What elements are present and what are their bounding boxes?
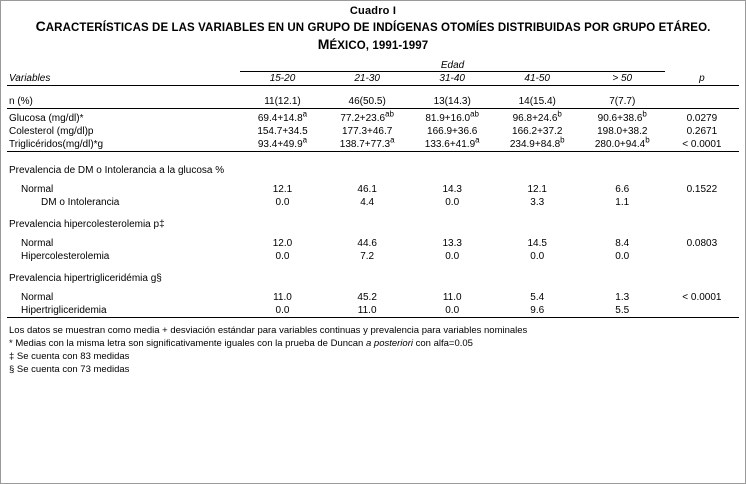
table-row (7, 250, 739, 263)
bottom-rule-line (7, 318, 739, 322)
row-value-0 (240, 218, 324, 231)
row-label: Glucosa (mg/dl)* (9, 113, 84, 125)
footnote-3: § Se cuenta con 73 medidas (9, 363, 130, 375)
row-value-4: 0.0 (615, 251, 630, 263)
row-p-value (665, 218, 739, 231)
row-label: Normal (21, 292, 54, 304)
row-label: Prevalencia hipertrigliceridémia g§ (9, 273, 162, 285)
edad-span-empty-right (665, 59, 739, 72)
row-value-1: 46.1 (357, 184, 377, 196)
row-value-4: 6.6 (615, 184, 630, 196)
row-p-value (665, 272, 739, 285)
row-p-value (665, 304, 739, 318)
footnote-1: * Medias con la misma letra son significativamente iguales con la prueba de Duncan a posteriori con alfa=0.05 (9, 337, 473, 349)
row-value-1 (325, 218, 410, 231)
footnotes-block (7, 325, 739, 376)
spacer-cell (7, 209, 739, 218)
row-value-2: 81.9+16.0$^{ab}$ (425, 109, 480, 125)
bottom-rule (7, 318, 739, 322)
row-value-3: 9.6 (530, 305, 545, 317)
row-value-3: 12.1 (527, 184, 547, 196)
row-value-2: 11.0 (442, 292, 462, 304)
table-title-line-2 (7, 36, 739, 54)
row-p-value: < 0.0001 (682, 292, 722, 304)
header-group-2: 31-40 (439, 73, 465, 85)
table-row (7, 237, 739, 250)
header-group-4: > 50 (612, 73, 633, 85)
row-label: Normal (21, 238, 54, 250)
row-value-1: 11.0 (357, 305, 377, 317)
row-value-3: 96.8+24.6$^b$ (512, 109, 562, 125)
header-variables: Variables (9, 73, 51, 85)
row-label: Hipercolesterolemia (21, 251, 110, 263)
row-value-2 (410, 164, 495, 177)
row-value-3: 14.5 (527, 238, 547, 250)
header-group-1: 21-30 (354, 73, 380, 85)
row-value-3: 5.4 (530, 292, 545, 304)
row-value-0 (240, 164, 324, 177)
title-text-1: ARACTERÍSTICAS DE LAS VARIABLES EN UN GRUPO DE INDÍGENAS OTOMÍES DISTRIBUIDAS POR GRUPO ETÁREO. (45, 21, 711, 34)
table-row (7, 95, 739, 109)
row-value-1: 177.3+46.7 (341, 126, 393, 138)
table-row (7, 112, 739, 125)
cuadro-number: Cuadro I (349, 5, 397, 17)
table-body (7, 59, 739, 95)
row-value-1: 4.4 (360, 197, 375, 209)
row-p-value: 0.1522 (686, 184, 718, 196)
row-p-value (665, 250, 739, 263)
row-p-value: 0.0279 (686, 113, 718, 125)
row-value-2: 133.6+41.9$^a$ (424, 135, 480, 151)
column-header-row (7, 72, 739, 86)
table-row (7, 138, 739, 152)
row-label: Hipertrigliceridemia (21, 305, 107, 317)
row-label: n (%) (9, 96, 33, 108)
row-value-4: 8.4 (615, 238, 630, 250)
table-title-line-1 (7, 18, 739, 36)
edad-group-header: Edad (240, 59, 664, 72)
title-initial-cap-1: C (35, 17, 46, 34)
row-value-0: 0.0 (275, 305, 290, 317)
footnote-2: ‡ Se cuenta con 83 medidas (9, 350, 130, 362)
row-value-0: 11.0 (273, 292, 292, 304)
row-value-4 (580, 218, 665, 231)
row-value-1: 7.2 (360, 251, 375, 263)
row-value-3: 0.0 (530, 251, 545, 263)
row-value-3: 234.9+84.8$^b$ (509, 135, 565, 151)
row-value-1: 45.2 (357, 292, 377, 304)
header-p-value: p (699, 73, 705, 85)
table-row (7, 196, 739, 209)
row-value-4: 90.6+38.6$^b$ (597, 109, 647, 125)
spacer-cell (7, 155, 739, 164)
row-label: DM o Intolerancia (41, 197, 120, 209)
row-value-2: 13.3 (442, 238, 462, 250)
section-spacer (7, 209, 739, 218)
section-spacer (7, 155, 739, 164)
spacer-cell (7, 263, 739, 272)
row-value-4: 7(7.7) (609, 96, 636, 108)
row-value-3 (495, 164, 580, 177)
section-header-row (7, 272, 739, 285)
table-row (7, 125, 739, 138)
row-value-2: 166.9+36.6 (427, 126, 478, 138)
section-header-row (7, 164, 739, 177)
header-group-3: 41-50 (524, 73, 550, 85)
row-value-2: 14.3 (442, 184, 462, 196)
row-value-3: 3.3 (530, 197, 545, 209)
row-value-2: 0.0 (445, 197, 460, 209)
row-value-0: 12.1 (272, 184, 293, 196)
row-p-value (665, 164, 739, 177)
edad-span-row (7, 59, 739, 72)
row-p-value (665, 196, 739, 209)
row-value-2: 0.0 (445, 305, 460, 317)
row-value-0: 11(12.1) (264, 96, 301, 108)
row-value-1: 138.7+77.3$^a$ (339, 135, 395, 151)
row-value-0: 154.7+34.5 (257, 126, 308, 138)
row-value-3 (495, 218, 580, 231)
row-p-value: 0.0803 (686, 238, 718, 250)
table-rows (7, 95, 739, 321)
table-row (7, 291, 739, 304)
row-value-0: 93.4+49.9$^a$ (257, 135, 308, 151)
row-value-2 (410, 272, 495, 285)
footnote-0: Los datos se muestran como media + desviación estándar para variables continuas y prevalencia para variables nominales (9, 325, 528, 337)
row-value-4 (580, 272, 665, 285)
row-value-1: 46(50.5) (348, 96, 386, 108)
row-p-value (665, 95, 739, 109)
row-value-4: 1.1 (615, 197, 630, 209)
row-value-3 (495, 272, 580, 285)
row-value-4: 5.5 (615, 305, 630, 317)
table-row (7, 304, 739, 318)
row-label: Colesterol (mg/dl)p (9, 126, 94, 138)
row-value-4 (580, 164, 665, 177)
row-value-1 (325, 164, 410, 177)
row-value-0 (240, 272, 324, 285)
row-label: Normal (21, 184, 54, 196)
row-value-0: 0.0 (275, 197, 290, 209)
title-initial-cap-2: M (317, 35, 330, 52)
row-value-2 (410, 218, 495, 231)
section-header-row (7, 218, 739, 231)
row-value-3: 14(15.4) (518, 96, 556, 108)
row-value-1: 77.2+23.6$^{ab}$ (340, 109, 394, 125)
row-label: Prevalencia hipercolesterolemia p‡ (9, 219, 165, 231)
row-value-0: 0.0 (275, 251, 290, 263)
row-p-value: 0.2671 (686, 126, 718, 138)
row-label: Triglicéridos(mg/dl)*g (9, 139, 104, 151)
row-value-2: 0.0 (445, 251, 460, 263)
row-value-1 (325, 272, 410, 285)
title-block (7, 5, 739, 53)
row-value-0: 12.0 (272, 238, 293, 250)
table-row (7, 183, 739, 196)
title-text-2: ÉXICO, 1991-1997 (329, 39, 429, 52)
row-value-4: 280.0+94.4$^b$ (594, 135, 650, 151)
row-p-value: < 0.0001 (682, 139, 722, 151)
row-value-2: 13(14.3) (433, 96, 471, 108)
header-group-0: 15-20 (269, 73, 296, 85)
data-table (7, 59, 739, 321)
row-value-4: 1.3 (615, 292, 630, 304)
row-value-3: 166.2+37.2 (512, 126, 563, 138)
row-value-0: 69.4+14.8$^a$ (257, 109, 308, 125)
section-spacer (7, 263, 739, 272)
row-value-1: 44.6 (357, 238, 377, 250)
row-label: Prevalencia de DM o Intolerancia a la glucosa % (9, 165, 225, 177)
edad-span-empty (7, 59, 240, 72)
row-value-4: 198.0+38.2 (597, 126, 648, 138)
